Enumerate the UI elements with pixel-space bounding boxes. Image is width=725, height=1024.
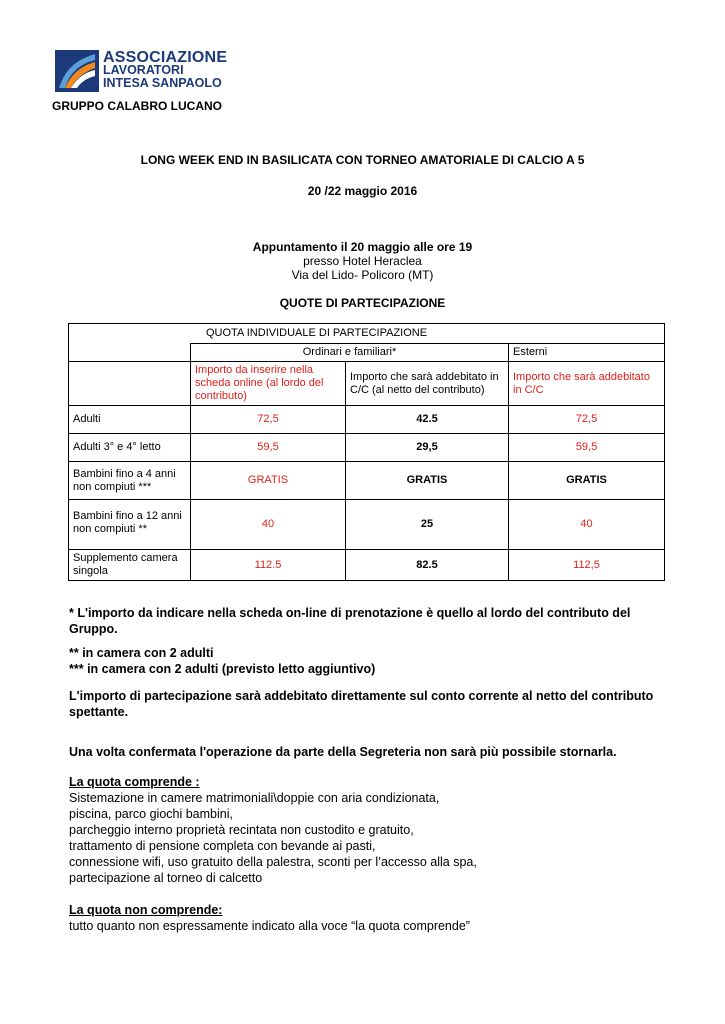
association-logo: [55, 50, 255, 96]
meeting-address: Via del Lido- Policoro (MT): [291, 268, 434, 282]
meeting-place: presso Hotel Heraclea: [303, 254, 422, 268]
row-label: Bambini fino a 12 anni non compiuti **: [69, 500, 191, 550]
row-label: Adulti 3° e 4° letto: [69, 434, 191, 462]
cell-external: 40: [509, 500, 665, 550]
cell-external: GRATIS: [509, 462, 665, 500]
cell-online: 40: [191, 500, 346, 550]
list-item: Sistemazione in camere matrimoniali\doppie con aria condizionata,: [69, 791, 440, 805]
row-label: Adulti: [69, 406, 191, 434]
row-label: Bambini fino a 4 anni non compiuti ***: [69, 462, 191, 500]
includes-heading: La quota comprende :: [69, 775, 200, 789]
list-item: connessione wifi, uso gratuito della palestra, sconti per l’accesso alla spa,: [69, 855, 477, 869]
logo-line-2: LAVORATORI: [103, 63, 184, 77]
section-title: QUOTE DI PARTECIPAZIONE: [279, 296, 446, 310]
cell-external: 112,5: [509, 550, 665, 581]
includes-list: [69, 790, 669, 886]
excludes-text: tutto quanto non espressamente indicato alla voce “la quota comprende”: [69, 919, 470, 933]
cell-online: GRATIS: [191, 462, 346, 500]
pricing-table: [68, 323, 665, 581]
cell-net: 25: [346, 500, 509, 550]
header-net-amount: Importo che sarà addebitato in C/C (al netto del contributo): [346, 362, 509, 406]
logo-line-1: ASSOCIAZIONE: [103, 49, 228, 66]
table-row: [69, 434, 665, 462]
excludes-heading: La quota non comprende:: [69, 903, 223, 917]
cell-external: 72,5: [509, 406, 665, 434]
cell-net: 42.5: [346, 406, 509, 434]
header-ordinari: Ordinari e familiari*: [191, 344, 509, 362]
note-debit: L'importo di partecipazione sarà addebitato direttamente sul conto corrente al netto del contributo spettante.: [69, 689, 654, 719]
cell-net: 29,5: [346, 434, 509, 462]
header-esterni: Esterni: [509, 344, 665, 362]
header-online-amount: Importo da inserire nella scheda online (al lordo del contributo): [191, 362, 346, 406]
list-item: trattamento di pensione completa con bevande ai pasti,: [69, 839, 376, 853]
cell-online: 112.5: [191, 550, 346, 581]
event-title: LONG WEEK END IN BASILICATA CON TORNEO AMATORIALE DI CALCIO A 5: [140, 153, 585, 167]
cell-online: 72,5: [191, 406, 346, 434]
logo-line-3: INTESA SANPAOLO: [103, 76, 222, 90]
list-item: partecipazione al torneo di calcetto: [69, 871, 263, 885]
table-row: [69, 406, 665, 434]
table-row: [69, 500, 665, 550]
table-caption: QUOTA INDIVIDUALE DI PARTECIPAZIONE: [69, 324, 665, 344]
header-external-amount: Importo che sarà addebitato in C/C: [509, 362, 665, 406]
row-label: Supplemento camera singola: [69, 550, 191, 581]
note-cancellation: Una volta confermata l'operazione da parte della Segreteria non sarà più possibile stornarla.: [69, 745, 617, 759]
group-name: GRUPPO CALABRO LUCANO: [52, 99, 222, 113]
cell-online: 59,5: [191, 434, 346, 462]
cell-external: 59,5: [509, 434, 665, 462]
note-two-stars: ** in camera con 2 adulti: [69, 646, 214, 660]
note-online-amount: * L'importo da indicare nella scheda on-line di prenotazione è quello al lordo del contributo del Gruppo.: [69, 606, 631, 636]
note-three-stars: *** in camera con 2 adulti (previsto letto aggiuntivo): [69, 662, 376, 676]
cell-net: GRATIS: [346, 462, 509, 500]
event-dates: 20 /22 maggio 2016: [307, 184, 418, 198]
appointment: Appuntamento il 20 maggio alle ore 19: [252, 240, 473, 254]
logo-emblem-icon: [55, 50, 99, 92]
cell-net: 82.5: [346, 550, 509, 581]
table-row: [69, 462, 665, 500]
list-item: piscina, parco giochi bambini,: [69, 807, 233, 821]
list-item: parcheggio interno proprietà recintata non custodito e gratuito,: [69, 823, 414, 837]
table-row: [69, 550, 665, 581]
